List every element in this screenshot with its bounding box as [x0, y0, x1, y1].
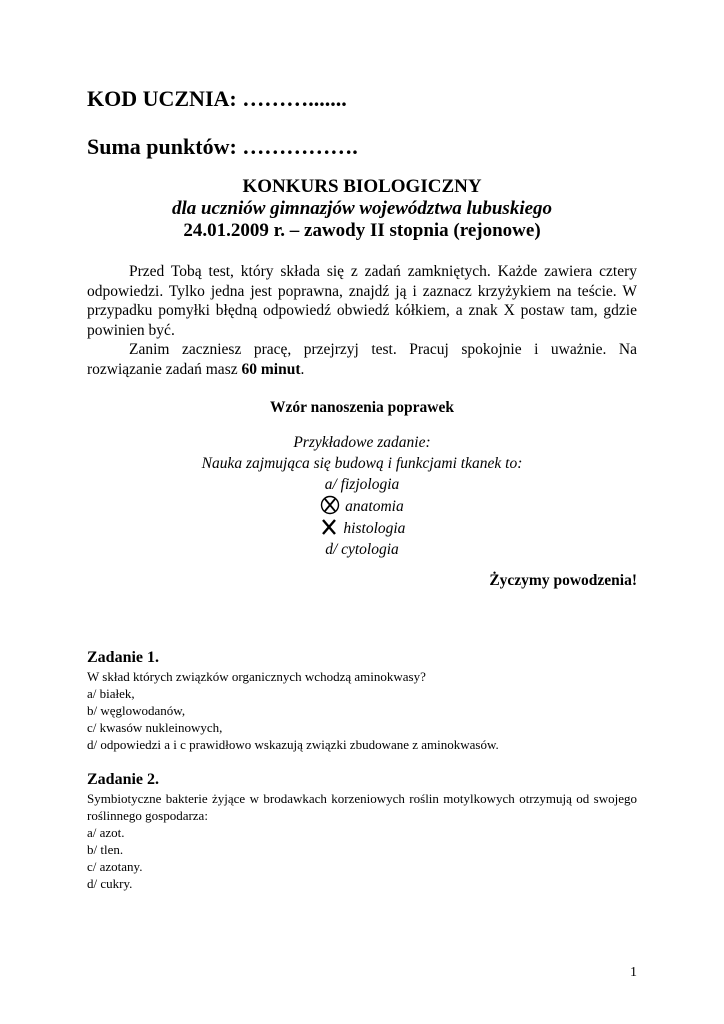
page-number: 1	[630, 965, 637, 980]
student-code-line: KOD UCZNIA: ……….......	[87, 86, 347, 111]
answer-d: d/ odpowiedzi a i c prawidłowo wskazują związki zbudowane z aminokwasów.	[87, 737, 499, 752]
correction-heading: Wzór nanoszenia poprawek	[269, 399, 454, 416]
contest-date-line: 24.01.2009 r. – zawody II stopnia (rejonowe)	[183, 220, 541, 241]
circled-cross-icon	[320, 495, 340, 515]
example-label: Przykładowe zadanie:	[293, 434, 431, 451]
correction-example	[87, 432, 637, 560]
answer-c: c/ azotany.	[87, 859, 143, 874]
contest-title: KONKURS BIOLOGICZNY	[242, 176, 482, 197]
instructions	[87, 262, 637, 379]
example-option-b: anatomia	[87, 495, 637, 517]
good-luck-text: Życzymy powodzenia!	[489, 572, 637, 589]
contest-subtitle: dla uczniów gimnazjów województwa lubuskiego	[171, 198, 553, 219]
example-option-d: d/ cytologia	[325, 541, 399, 558]
task-title: Zadanie 1.	[87, 649, 160, 666]
task-question: Symbiotyczne bakterie żyjące w brodawkach korzeniowych roślin motylkowych otrzymują od swojego roślinnego gospodarza:	[87, 791, 637, 823]
example-option-c: histologia	[87, 517, 637, 539]
task-2	[87, 770, 637, 892]
answer-d: d/ cukry.	[87, 876, 133, 891]
answer-a: a/ azot.	[87, 825, 125, 840]
example-option-a: a/ fizjologia	[324, 476, 400, 493]
instructions-paragraph-2: Zanim zaczniesz pracę, przejrzyj test. Pracuj spokojnie i uważnie. Na rozwiązanie zadań masz 60 minut.	[87, 341, 637, 378]
task-question: W skład których związków organicznych wchodzą aminokwasy?	[87, 669, 426, 684]
time-limit: 60 minut	[241, 360, 301, 378]
instructions-paragraph-1: Przed Tobą test, który składa się z zadań zamkniętych. Każde zawiera cztery odpowiedzi. Tylko jedna jest poprawna, znajdź ją i zaznacz krzyżykiem na teście. W przypadku pomyłki błędną odpowiedź obwiedź kółkiem, a znak X postaw tam, gdzie powinien być.	[87, 263, 637, 339]
answer-b: b/ węglowodanów,	[87, 703, 186, 718]
answer-c: c/ kwasów nukleinowych,	[87, 720, 223, 735]
title-block	[87, 176, 637, 242]
task-title: Zadanie 2.	[87, 771, 160, 788]
answer-b: b/ tlen.	[87, 842, 124, 857]
cross-icon	[319, 517, 339, 537]
task-1	[87, 648, 637, 753]
answer-a: a/ białek,	[87, 686, 135, 701]
example-question: Nauka zajmująca się budową i funkcjami tkanek to:	[201, 455, 523, 472]
points-sum-line: Suma punktów: …………….	[87, 134, 358, 159]
